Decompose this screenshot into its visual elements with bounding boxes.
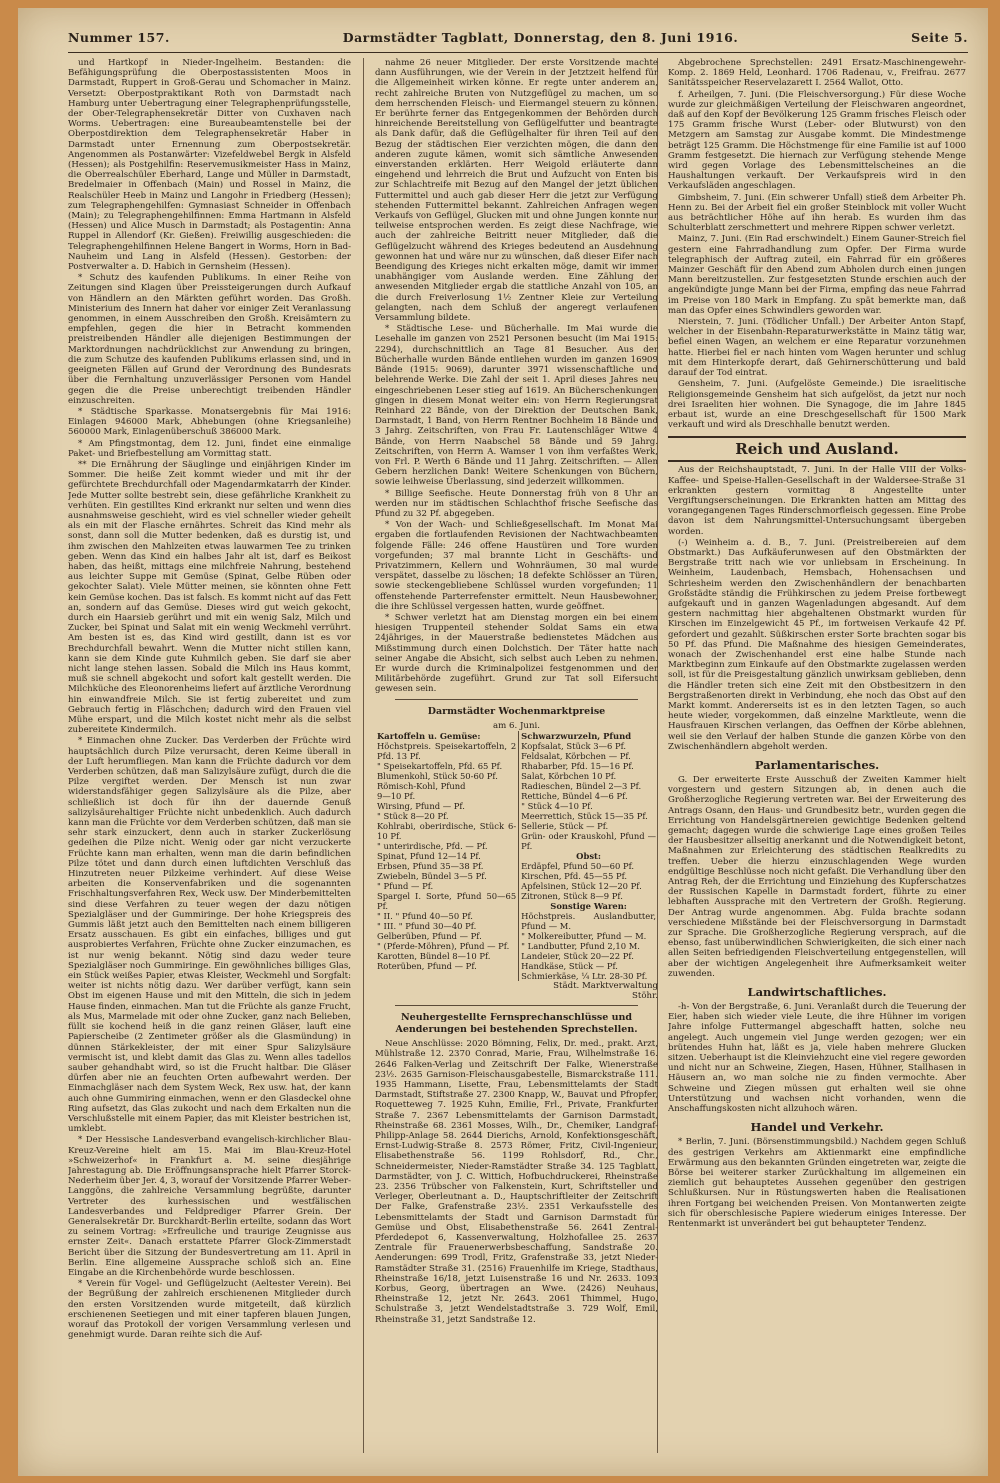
price-subhead: Obst: [576, 850, 601, 861]
article-paragraph: * Der Hessische Landesverband evangelisch-kirchlicher Blau-Kreuz-Vereine hielt am 15. Mai im Blau-Kreuz-Hotel »Schweizerhof« in Frankfurt a. M. seine diesjährige Jahrestagung ab. Die Eröffnungsansprache hielt Pfarrer Storck-Nederheim über Jer. 4, 3, worauf der Vorsitzende Pfarrer Weber-Langgöns, die zahlreiche Versammlung begrüßte, darunter Vertreter des kurhessischen und westfälischen Landesverbandes und Feldprediger Pfarrer Grein. Der Generalsekretär Dr. Burckhardt-Berlin erteilte, sodann das Wort zu seinem Vortrag: »Erfreuliche und traurige Zeugnisse aus ernster Zeit«. Danach erstattete Pfarrer Glock-Zimmerstadt Bericht über die Sitzung der Bundesvertretung am 11. April in Berlin. Eine allgemeine Aussprache schloß sich an. Eine Eingabe an die Kirchenbehörde wurde beschlossen. [68, 1135, 351, 1278]
column-3 [668, 58, 966, 1453]
market-left-column [375, 731, 519, 981]
market-date: am 6. Juni. [493, 720, 540, 731]
article-paragraph: * Städtische Sparkasse. Monatsergebnis für Mai 1916: Einlagen 946000 Mark, Abhebungen (ohne Kriegsanleihe) 560000 Mark, Einlagenüberschuß 386000 Mark. [68, 406, 351, 438]
local-news: Nierstein, 7. Juni. (Tödlicher Unfall.) Der Arbeiter Anton Stapf, welcher in der Eisenbahn-Reparaturwerkstätte in Mainz tätig war, befiel einen Wagen, an welchem er eine Reparatur vorzunehmen hatte. Hierbei fiel er nach hinten vom Wagen herunter und schlug mit dem Hinterkopfe derart, daß Gehirnerschütterung und bald darauf der Tod eintrat. [668, 317, 966, 379]
price-line: Apfelsinen, Stück 12—20 Pf. [521, 880, 642, 891]
price-line: Kohlrabi, oberirdische, Stück 6-10 Pf. [377, 820, 517, 841]
price-line: Spinat, Pfund 12—14 Pf. [377, 850, 481, 861]
price-line: " Landbutter, Pfund 2,10 M. [521, 940, 640, 951]
price-line: Feldsalat, Körbchen — Pf. [521, 750, 631, 761]
price-line: Erbsen, Pfund 35—38 Pf. [377, 860, 484, 871]
price-line: Grün- oder Krauskohl, Pfund — Pf. [521, 830, 656, 851]
trade-news: * Berlin, 7. Juni. (Börsenstimmungsbild.) Nachdem gegen Schluß des gestrigen Verkehrs am Aktienmarkt eine empfindliche Erwärmung aus den bekannten Gründen eingetreten war, zeigte die Börse bei weiterer starker Zurückhaltung im allgemeinen ein ziemlich gut behauptetes Aussehen gegenüber den gestrigen Schlußkursen. Nur in Rüstungswerten haben die Realisationen ihren Fortgang bei weichenden Preisen. Von Montanwerten zeigte sich für oberschlesische Papiere wiederum einiges Interesse. Der Rentenmarkt ist unverändert bei gut behaupteter Tendenz. [668, 1137, 966, 1229]
section-heading-reich: Reich und Ausland. [668, 436, 966, 462]
section-divider [395, 699, 638, 700]
section-divider [395, 1005, 638, 1006]
phone-listing: Neue Anschlüsse: 2020 Bömning, Felix, Dr. med., prakt. Arzt, Mühlstraße 12. 2370 Conrad, Marie, Frau, Wilhelmstraße 16. 2646 Falken-Verlag und Zeitschrift Der Falke, Wienerstraße 23½. 2635 Garnison-Fleischausgabestelle, Bismarckstraße 111. 1935 Hammann, Lisette, Frau, Lebensmittelamts der Stadt Darmstadt, Stiftstraße 27. 2300 Knapp, W., Bauvat und Pfropfer, Roquetteweg 7. 1925 Kuhn, Emilie, Frl., Private, Frankfurter Straße 7. 2367 Lebensmittelamts der Garnison Darmstadt, Rheinstraße 68. 2361 Mosses, Wilh., Dr., Chemiker, Landgraf-Philipp-Anlage 58. 2644 Dierichs, Arnold, Konfektionsgeschäft, Ernst-Ludwig-Straße 8. 2573 Römer, Fritz, Civil-Ingenieur, Elisabethenstraße 56. 1199 Rohlsdorf, Rd., Chr., Schneidermeister, Nieder-Ramstädter Straße 34. 125 Tagblatt, Darmstädter, von J. C. Wittich, Hofbuchdruckerei, Rheinstraße 23. 2356 Trübscher von Falkenstein, Kurt, Schriftsteller und Verleger, Oberleutnant a. D., Hauptschriftleiter der Zeitschrift Der Falke, Grafenstraße 23½. 2351 Verkaufsstelle des Lebensmittelamts der Stadt und Garnison Darmstadt für Gemüse und Obst, Elisabethenstraße 56. 2641 Zentral-Pferdedepot 6, Kassenverwaltung, Holzhofallee 25. 2637 Zentrale für Frauenerwerbsbeschaffung, Sandstraße 20. Aenderungen: 699 Trodl, Fritz, Grafenstraße 33, jetzt Nieder-Ramstädter Straße 31. (2516) Frauenhilfe im Kriege, Stadthaus, Rheinstraße 16/18, jetzt Luisenstraße 16 und Nr. 2633. 1093 Korbus, Georg, übertragen an Wwe. (2426) Neuhaus, Rheinstraße 12, jetzt Nr. 2643. 2061 Thimmel, Hugo, Schulstraße 3, jetzt Wendelstadtstraße 3. 729 Wolf, Emil, Rheinstraße 31, jetzt Sandstraße 12. [375, 1039, 658, 1325]
article-paragraph: * Von der Wach- und Schließgesellschaft. Im Monat Mai ergaben die fortlaufenden Revisionen der Nachtwachbeamten folgende Fälle: 246 offene Haustüren und Tore wurden vorgefunden; 37 mal brannte Licht in Geschäfts- und Privatzimmern, Kellern und Wohnräumen, 30 mal wurde verspätet, dasselbe zu löschen; 18 defekte Schlösser an Türen, sowie steckengebliebene Schlüssel wurden vorgefunden; 11 offenstehende Parterrefenster ermittelt. Neun Hausbewohner, die ihre Schlüssel vergessen hatten, wurde geöffnet. [375, 520, 658, 612]
market-price-table [375, 731, 658, 981]
price-line: Karotten, Bündel 8—10 Pf. [377, 950, 491, 961]
article-paragraph: ** Die Ernährung der Säuglinge und einjährigen Kinder im Sommer. Die heiße Zeit kommt wieder und mit ihr der gefürchtete Brechdurchfall oder Magendarmkatarrh der Kinder. Jede Mutter sollte bestrebt sein, diese gefährliche Krankheit zu verhüten. Ein gestilltes Kind erkrankt nur selten und wenn dies ausnahmsweise geschieht, wird es viel schneller wieder geheilt als ein mit der Flasche ernährtes. Schreit das Kind mehr als sonst, dann soll die Mutter bedenken, daß es durstig ist, und ihm zwischen den Mahlzeiten etwas lauwarmen Tee zu trinken geben. Wenn das Kind ein halbes Jahr alt ist, darf es Beikost haben, das heißt, mittags eine milchfreie Nahrung, bestehend aus leichter Suppe mit Gemüse (Spinat, Gelbe Rüben oder gekochter Salat). Viele Mütter meinen, sie könnten ohne Fett kein Gemüse kochen. Das ist falsch. Es kommt nicht auf das Fett an, sondern auf das Gemüse. Dieses wird gut weich gekocht, durch ein Haarsieb gerührt und mit ein wenig Salz, Milch und Zucker, bei Spinat und Salat mit ein wenig Weckmehl verrührt. Am besten ist es, das Kind wird gestillt, dann ist es vor Brechdurchfall bewahrt. Wenn die Mutter nicht stillen kann, kann sie dem Kinde gute Kuhmilch geben. Sie darf sie aber nicht lange stehen lassen. Sobald die Milch ins Haus kommt, muß sie schnell abgekocht und sofort kalt gestellt werden. Die Milchküche des Eleonorenheims liefert auf ärztliche Verordnung hin einwandfreie Milch. Sie ist fertig zubereitet und zum Gebrauch fertig in Fläschchen; dadurch wird den Frauen viel Mühe erspart, und die Milch kostet nicht mehr als die selbst zubereitete Kindermilch. [68, 459, 351, 736]
market-signer: Stöhr. [632, 991, 658, 1001]
agriculture-news: -h- Von der Bergstraße, 6. Juni. Veranlaßt durch die Teuerung der Eier, haben sich wieder viele Leute, die ihre Hühner im vorigen Jahre infolge Futtermangel abgeschafft hatten, solche neu angelegt. Auch ungemein viel Junge werden gezogen; wer ein brütendes Huhn hat, läßt es ja, viele haben mehrere Glucken sitzen. Ueberhaupt ist die Kleinviehzucht eine viel regere geworden und nicht nur an Schweine, Ziegen, Hasen, Hühner, Stallhasen in Häusern an, wo man solche nie zu finden vermochte. Aber Schweine und Ziegen müssen gut erhalten weil sie ohne Unterstützung und wachsen nicht vorhanden, wenn die Anschaffungskosten nicht allzuhoch wären. [668, 1002, 966, 1115]
header-rule [68, 52, 968, 53]
section-heading-parliament: Parlamentarisches. [754, 758, 880, 772]
page-number: Seite 5. [911, 30, 968, 45]
phone-listing-continued: Abgebrochene Sprechstellen: 2491 Ersatz-Maschinengewehr-Komp. 2. 1869 Held, Leonhard. 1706 Radenau, v., Freifrau. 2677 Sanitätsspeicher Reservelazarett I. 2564 Wallot, Otto. [668, 58, 966, 89]
price-line: Sellerie, Stück — Pf. [521, 820, 609, 831]
parliament-news: G. Der erweiterte Erste Ausschuß der Zweiten Kammer hielt vorgestern und gestern Sitzungen ab, in denen auch die Großherzogliche Regierung vertreten war. Bei der Erweiterung des Antrags Osann, den Haus- und Grundbesitz betr., wurden gegen die Errichtung von Handelsgärtnereien gewichtige Bedenken geltend gemacht; dagegen wurde die schwierige Lage eines großen Teiles der Hausbesitzer allseitig anerkannt und die Notwendigkeit betont, Maßnahmen zur Erleichterung des städtischen Realkredits zu treffen. Ueber die hierzu einzuschlagenden Wege wurden endgültige Beschlüsse noch nicht gefaßt. Die Verhandlung über den Antrag Reh, der die Errichtung und Einziehung des Kupferschatzes der Russischen Kapelle in Darmstadt fordert, führte zu einer lebhaften Aussprache mit den Vertretern der Großh. Regierung. Der Antrag wurde angenommen. Abg. Fulda brachte sodann verschiedene Mißstände bei der Fleischversorgung in Darmstadt zur Sprache. Die Großherzogliche Regierung versprach, auf die ebenso, fast unüberwindlichen Schwierigkeiten, die sich einer nach allen Seiten befriedigenden Fleischverteilung entgegenstellen, will aber der wichtigen Angelegenheit ihre Aufmerksamkeit weiter zuwenden. [668, 775, 966, 979]
article-paragraph: * Einmachen ohne Zucker. Das Verderben der Früchte wird hauptsächlich durch Pilze verursacht, deren Keime überall in der Luft herumfliegen. Man kann die Früchte dadurch vor dem Verderben schützen, daß man Salizylsäure zufügt, durch die die Pilze vergiftet werden. Der Mensch ist nun zwar widerstandsfähiger gegen Salizylsäure als die Pilze, aber schließlich ist doch für ihn der dauernde Genuß salizylsäurehaltiger Früchte nicht unbedenklich. Auch dadurch kann man die Früchte vor dem Verderben schützen, daß man sie sehr stark einzuckert, denn auch in starker Zuckerlösung gedeihen die Pilze nicht. Wenig oder gar nicht verzuckerte Früchte kann man erhalten, wenn man die darin befindlichen Pilze tötet und dann durch einen luftdichten Verschluß das Hinzutreten neuer Pilzkeime verhindert. Auf diese Weise arbeiten die Konservenfabriken und die sogenannten Frischhaltungsverfahren Rex, Weck usw. Der Minderbemittelten sind diese Verfahren zu teuer wegen der dazu nötigen Spezialgläser und der Gummiringe. Der hohe Kriegspreis des Gummis läßt jetzt auch den Bemittelten nach einem billigeren Ersatz ausschauen. Es gibt ein einfaches, billiges und gut ausprobiertes Verfahren, Früchte ohne Zucker einzumachen, es ist nur wenig bekannt. Nötig sind dazu weder teure Spezialgläser noch Gummiringe. Ein gewöhnliches billiges Glas, ein Stück weißes Papier, etwas Kleister, Weckmehl und Sorgfalt: weiter ist nichts nötig dazu. Wer darüber verfügt, kann sein Obst im eigenen Hause und mit den Mitteln, die sich in jedem Hause finden, einmachen. Man tut die Früchte als ganze Frucht, als Mus, Marmelade mit oder ohne Zucker, ganz nach Belieben, füllt sie kochend heiß in die ganz reinen Gläser, lauft eine Papierscheibe (2 Zentimeter größer als die Glasmündung) in dünnen Stärkekleister, der mit einer Spur Salizylsäure vermischt ist, und klebt damit das Glas zu. Wenn alles tadellos sauber gehandhabt wird, so ist die Frucht haltbar. Die Gläser dürfen aber nie an feuchten Orten aufbewahrt werden. Der Einmachgläser nach dem System Weck, Rex usw. hat, der kann auch ohne Gummiring einmachen, wenn er den Glasdeckel ohne Ring aufsetzt, das Glas zukocht und nach dem Erkalten nun die Verschlußstelle mit einem Papier, das mit Kleister bestrichen ist, umklebt. [68, 736, 351, 1135]
price-line: Zwiebeln, Bündel 3—5 Pf. [377, 870, 487, 881]
price-line: Meerrettich, Stück 15—35 Pf. [521, 810, 648, 821]
market-right-head: Schwarzwurzeln, Pfund [521, 730, 632, 741]
price-line: Höchstpreis. Speisekartoffeln, 2 Pfd. 13 Pf. [377, 740, 517, 761]
newspaper-page [18, 8, 988, 1476]
market-left-head: Kartoffeln u. Gemüse: [377, 730, 481, 741]
price-line: " III. " Pfund 30—40 Pf. [377, 920, 477, 931]
price-line: Kopfsalat, Stück 3—6 Pf. [521, 740, 627, 751]
price-line: Zitronen, Stück 8—9 Pf. [521, 890, 623, 901]
price-line: Rettiche, Bündel 4—6 Pf. [521, 790, 628, 801]
local-news: Mainz, 7. Juni. (Ein Rad erschwindelt.) Einem Gauner-Streich fiel gestern eine Fahrradhandlung zum Opfer. Der Firma wurde telegraphisch der Auftrag zuteil, ein Fahrrad für ein größeres Mainzer Geschäft für den Abend zum Abholen durch einen jungen Mann bereitzustellen. Zur festgesetzten Stunde erschien auch der angekündigte junge Mann bei der Firma, empfing das neue Fahrrad im Preise von 180 Mark in Empfang. Zu spät bemerkte man, daß man das Opfer eines Schwindlers geworden war. [668, 234, 966, 316]
column-1 [68, 58, 351, 1453]
market-right-column [519, 731, 658, 981]
price-line: Salat, Körbchen 10 Pf. [521, 770, 617, 781]
article-paragraph: * Verein für Vogel- und Geflügelzucht (Aeltester Verein). Bei der Begrüßung der zahlreich erschienenen Mitglieder durch den ersten Vorsitzenden wurde mitgeteilt, daß kürzlich erschienenen Seetiegen und mit einer tapferen blauen Jungen, worauf das Protokoll der vorigen Versammlung verlesen und genehmigt wurde. Daran reihte sich die Auf- [68, 1279, 351, 1341]
price-line: Roterüben, Pfund — Pf. [377, 960, 477, 971]
article-paragraph: und Hartkopf in Nieder-Ingelheim. Bestanden: die Befähigungsprüfung die Oberpostassistenten Moos in Darmstadt, Ruppert in Groß-Gerau und Schomacher in Mainz. Versetzt: Oberpostpraktikant Roth von Darmstadt nach Hamburg unter Uebertragung einer Telegraphenprüfungsstelle, der Ober-Telegraphensekretär Ditter von Cuxhaven nach Worms. Uebertragen: eine Bureaubeamtenstelle bei der Oberpostdirektion dem Telegraphensekretär Haber in Darmstadt unter Ernennung zum Oberpostsekretär. Angenommen als Postanwärter: Vizefeldwebel Bergk in Alsfeld (Hessen); als Postgehilfin: Reservemusikmeister Hass in Mainz, die Oberrealschüler Eberhard, Lange und Müller in Darmstadt, Bredelmaier in Offenbach (Main) und Rossel in Mainz, die Realschüler Heeb in Mainz und Langohr in Friedberg (Hessen); zum Telegraphengehilfen: Gymnasiast Schneider in Offenbach (Main); zu Telegraphengehilfinnen: Emma Hartmann in Alsfeld (Hessen) und Alice Musch in Darmstadt; als Postagentin: Anna Ruppel in Allendorf (Kr. Gießen). Freiwillig ausgeschieden: die Telegraphengehilfinnen Helene Bangert in Worms, Horn in Bad-Nauheim und Lang in Alsfeld (Hessen). Gestorben: der Postverwalter a. D. Habich in Gernsheim (Hessen). [68, 58, 351, 273]
price-line: Radieschen, Bündel 2—3 Pf. [521, 780, 642, 791]
price-line: Schmierkäse, ¼ Ltr. 28-30 Pf. [521, 970, 648, 981]
price-subhead: Sonstige Waren: [550, 900, 627, 911]
reich-news: Aus der Reichshauptstadt, 7. Juni. In der Halle VIII der Volks-Kaffee- und Speise-Hallen-Gesellschaft in der Waldersee-Straße 31 erkrankten gestern vormittag 8 Angestellte unter Vergiftungserscheinungen. Die Erkrankten hatten am Mittag des vorangegangenen Tages Rinderschmorfleisch gegessen. Eine Probe davon ist dem Nahrungsmittel-Untersuchungsamt übergeben worden. [668, 465, 966, 537]
article-paragraph: * Schutz des kaufenden Publikums. In einer Reihe von Zeitungen sind Klagen über Preissteigerungen durch Aufkauf von Händlern an den Märkten geführt worden. Das Großh. Ministerium des Innern hat daher vor einiger Zeit Veranlassung genommen, in einem Ausschreiben den Großh. Kreisämtern zu empfehlen, gegen die hier in Betracht kommenden preistreibenden Händler alle diejenigen Bestimmungen der Marktordnungen nachdrücklichst zur Anwendung zu bringen, die zum Schutze des kaufenden Publikums erlassen sind, und in geeigneten Fällen auf Grund der Verordnung des Bundesrats über die Fernhaltung unzuverlässiger Personen vom Handel gegen die die Preise unberechtigt treibenden Händler einzuschreiten. [68, 273, 351, 406]
price-line: Gelberüben, Pfund — Pf. [377, 930, 482, 941]
price-line: Römisch-Kohl, Pfund [377, 780, 466, 791]
article-paragraph: * Am Pfingstmontag, dem 12. Juni, findet eine einmalige Paket- und Briefbestellung am Vormittag statt. [68, 438, 351, 459]
reich-news: (-) Weinheim a. d. B., 7. Juni. (Preistreibereien auf dem Obstmarkt.) Das Aufkäuferunwesen auf den Obstmärkten der Bergstraße tritt nach wie vor unliebsam in Erscheinung. In Weinheim, Laudenbach, Hemsbach, Hohensachsen und Schriesheim werden den Zwischenhändlern der benachbarten Großstädte ständig die Frühkirschen zu jedem Preise fortbewegt aufgekauft und in ganzen Wagenladungen abgesandt. Auf dem gestern nachmittag hier abgehaltenen Obstmarkt wurden für Kirschen im Einzelgewicht 45 Pf., im fortweisen Verkaufe 42 Pf. gefordert und gezahlt. Süßkirschen erster Sorte brachten sogar bis 50 Pf. das Pfund. Die Maßnahme des hiesigen Gemeinderates, wonach der Zwischenhandel erst eine halbe Stunde nach Marktbeginn zum Einkaufe auf den Obstmarkte zugelassen werden soll, ist für die Preisgestaltung gänzlich unwirksam geblieben, denn die Händler treten sich eine Zeit mit den Obstbesitzern in den Bergstraßenorten direkt in Verbindung, ehe noch das Obst auf den Markt kommt. Andererseits ist es in den letzten Tagen, so auch heute wieder, vorgekommen, daß einzelne Marktleute, wenn die Hausfrauen Kirschen verlangen, das Oeffnen der Körbe ablehnen, weil sie den Verlauf der halben Stunde die ganzen Körbe von den Zwischenhändlern abgeholt werden. [668, 537, 966, 752]
price-line: 9—10 Pf. [377, 790, 416, 801]
price-line: " II. " Pfund 40—50 Pf. [377, 910, 473, 921]
price-line: Rhabarber, Pfd. 15—16 Pf. [521, 760, 634, 771]
price-line: Landeier, Stück 20—22 Pf. [521, 950, 634, 961]
article-paragraph: nahme 26 neuer Mitglieder. Der erste Vorsitzende machte dann Ausführungen, wie der Verein in der Jetztzeit helfend für die Allgemeinheit wirken könne. Er regte unter anderem an, recht zahlreiche Bruten von Nutzgeflügel zu machen, um so dem herrschenden Fleisch- und Eiermangel steuern zu können. Er berührte ferner das Entgegenkommen der Behörden durch hinreichende Bereitstellung von Geflügelfutter und beantragte als Dank dafür, daß die Geflügelhalter für ihren Teil auf den Bezug der städtischen Eier verzichten mögen, die dann den anderen zugute kämen, womit sich sämtliche Anwesenden einverstanden erklärten. Herr Weigold erläuterte dann eingehend und lehrreich die Brut und Aufzucht von Enten bis zur Schlachtreife mit Bezug auf den Mangel der jetzt üblichen Futtermittel und auch gab dieser Herr die jetzt zur Verfügung stehenden Futtermittel bekannt. Zahlreichen Anfragen wegen Verkaufs von Geflügel, Glucken mit und ohne Jungen konnte nur teilweise entsprochen werden. Es zeigt diese Nachfrage, wie auch der zahlreiche Beitritt neuer Mitglieder, daß die Geflügelzucht während des Krieges bedeutend an Ausdehnung gewonnen hat und wäre nur zu wünschen, daß dieser Eifer nach Beendigung des Krieges nicht erkalten möge, damit wir immer unabhängiger vom Auslande werden. Eine Zählung der anwesenden Mitglieder ergab die stattliche Anzahl von 105, an die durch Freiverlosung 1½ Zentner Kleie zur Verteilung gelangten, nach dem Schluß der angeregt verlaufenen Versammlung bildete. [375, 58, 658, 324]
local-news: Gensheim, 7. Juni. (Aufgelöste Gemeinde.) Die israelitische Religionsgemeinde Gensheim hat sich aufgelöst, da jetzt nur noch drei Israeliten hier wohnen. Die Synagoge, die im Jahre 1845 erbaut ist, wurde an eine Dreschgesellschaft für 1500 Mark verkauft und wird als Dreschhalle benutzt werden. [668, 379, 966, 431]
market-title: Darmstädter Wochenmarktpreise [427, 705, 606, 717]
price-line: Wirsing, Pfund — Pf. [377, 800, 465, 811]
price-line: Kirschen, Pfd. 45—55 Pf. [521, 870, 628, 881]
column-2 [375, 58, 658, 1453]
masthead-line: Darmstädter Tagblatt, Donnerstag, den 8. Juni 1916. [342, 30, 739, 45]
price-line: Handkäse, Stück — Pf. [521, 960, 618, 971]
price-line: Spargel I. Sorte, Pfund 50—65 Pf. [377, 890, 517, 911]
section-heading-trade: Handel und Verkehr. [750, 1120, 884, 1135]
section-heading-agriculture: Landwirtschaftliches. [747, 985, 887, 1000]
price-line: " Pfund — Pf. [377, 880, 434, 891]
price-line: Blumenkohl, Stück 50-60 Pf. [377, 770, 498, 781]
market-signature [375, 981, 658, 1001]
article-paragraph: * Städtische Lese- und Bücherhalle. Im Mai wurde die Lesehalle im ganzen von 2521 Personen besucht (im Mai 1915: 2294), durchschnittlich an Tage 81 Besucher. Aus der Bücherhalle wurden Bände entliehen wurden im ganzen 16909 Bände (1915: 9069), darunter 3971 wissenschaftliche und belehrende Werke. Die Zahl der seit 1. April dieses Jahres neu eingeschriebenen Leser stieg auf 1619. An Bücherschenkungen gingen in diesem Monat weiter ein: von Herrn Regierungsrat Reinhard 22 Bände, von der Direktion der Deutschen Bank, Darmstadt, 1 Band, von Herrn Rentner Bochheim 18 Bände und 3 Jahrg. Zeitschriften, von Frau Fr. Lautenschläger Witwe 4 Bände, von Herrn Naabschel 58 Bände und 59 Jahrg. Zeitschriften, von Herrn A. Wamser 1 von ihm verfaßtes Werk, von Frl. P. Werth 6 Bände und 11 Jahrg. Zeitschriften. — Allen Gebern herzlichen Dank! Weitere Schenkungen von Büchern, sowie leihweise Überlassung, sind jederzeit willkommen. [375, 324, 658, 488]
price-line: " Stück 4—10 Pf. [521, 800, 593, 811]
market-authority: Städt. Marktverwaltung [553, 980, 658, 991]
price-line: " Molkereibutter, Pfund — M. [521, 930, 647, 941]
price-line: " Speisekartoffeln, Pfd. 65 Pf. [377, 760, 503, 771]
phone-title: Neuhergestellte Fernsprechanschlüsse und Aenderungen bei bestehenden Sprechstellen. [395, 1012, 638, 1036]
local-news: f. Arheilgen, 7. Juni. (Die Fleischversorgung.) Für diese Woche wurde zur gleichmäßigen Verteilung der Fleischwaren angeordnet, daß auf den Kopf der Bevölkerung 125 Gramm frisches Fleisch oder 175 Gramm frische Wurst (Leber- oder Blutwurst) von den Metzgern am Samstag zur Ausgabe kommt. Die Mindestmenge beträgt 125 Gramm. Die Höchstmenge für eine Familie ist auf 1000 Gramm festgesetzt. Die hiernach zur Verfügung stehende Menge wird gegen Vorlage des Lebensmittelscheines an die Haushaltungen verkauft. Der Verkaufspreis wird in den Verkaufsläden angeschlagen. [668, 89, 966, 192]
article-paragraph: * Schwer verletzt hat am Dienstag morgen ein bei einem hiesigen Truppenteil stehender Soldat Sams ein etwa 24jähriges, in der Mauerstraße bedienstetes Mädchen aus Mißstimmung durch einen Dolchstich. Der Täter hatte nach seiner Angabe die Absicht, sich selbst auch Leben zu nehmen. Er wurde durch die Kriminalpolizei festgenommen und der Militärbehörde zugeführt. Grund zur Tat soll Eifersucht gewesen sein. [375, 612, 658, 695]
price-line: Erdäpfel, Pfund 50—60 Pf. [521, 860, 635, 871]
price-line: Höchstpreis. Auslandbutter, Pfund — M. [521, 910, 656, 931]
price-line: " (Pferde-Möhren), Pfund — Pf. [377, 940, 510, 951]
column-divider [363, 58, 364, 1453]
article-paragraph: * Billige Seefische. Heute Donnerstag früh von 8 Uhr an werden nur im städtischen Schlachthof frische Seefische das Pfund zu 32 Pf. abgegeben. [375, 488, 658, 519]
issue-number: Nummer 157. [68, 30, 170, 45]
local-news: Gimbsheim, 7. Juni. (Ein schwerer Unfall) stieß dem Arbeiter Ph. Henn zu. Bei der Arbeit fiel ein großer Steinblock mit voller Wucht aus beträchtlicher Höhe auf ihn herab. Es wurden ihm das Schulterblatt zerschmettert und mehrere Rippen schwer verletzt. [668, 192, 966, 234]
price-line: " Stück 8—20 Pf. [377, 810, 449, 821]
page-header [68, 30, 968, 50]
price-line: " unterirdische, Pfd. — Pf. [377, 840, 488, 851]
